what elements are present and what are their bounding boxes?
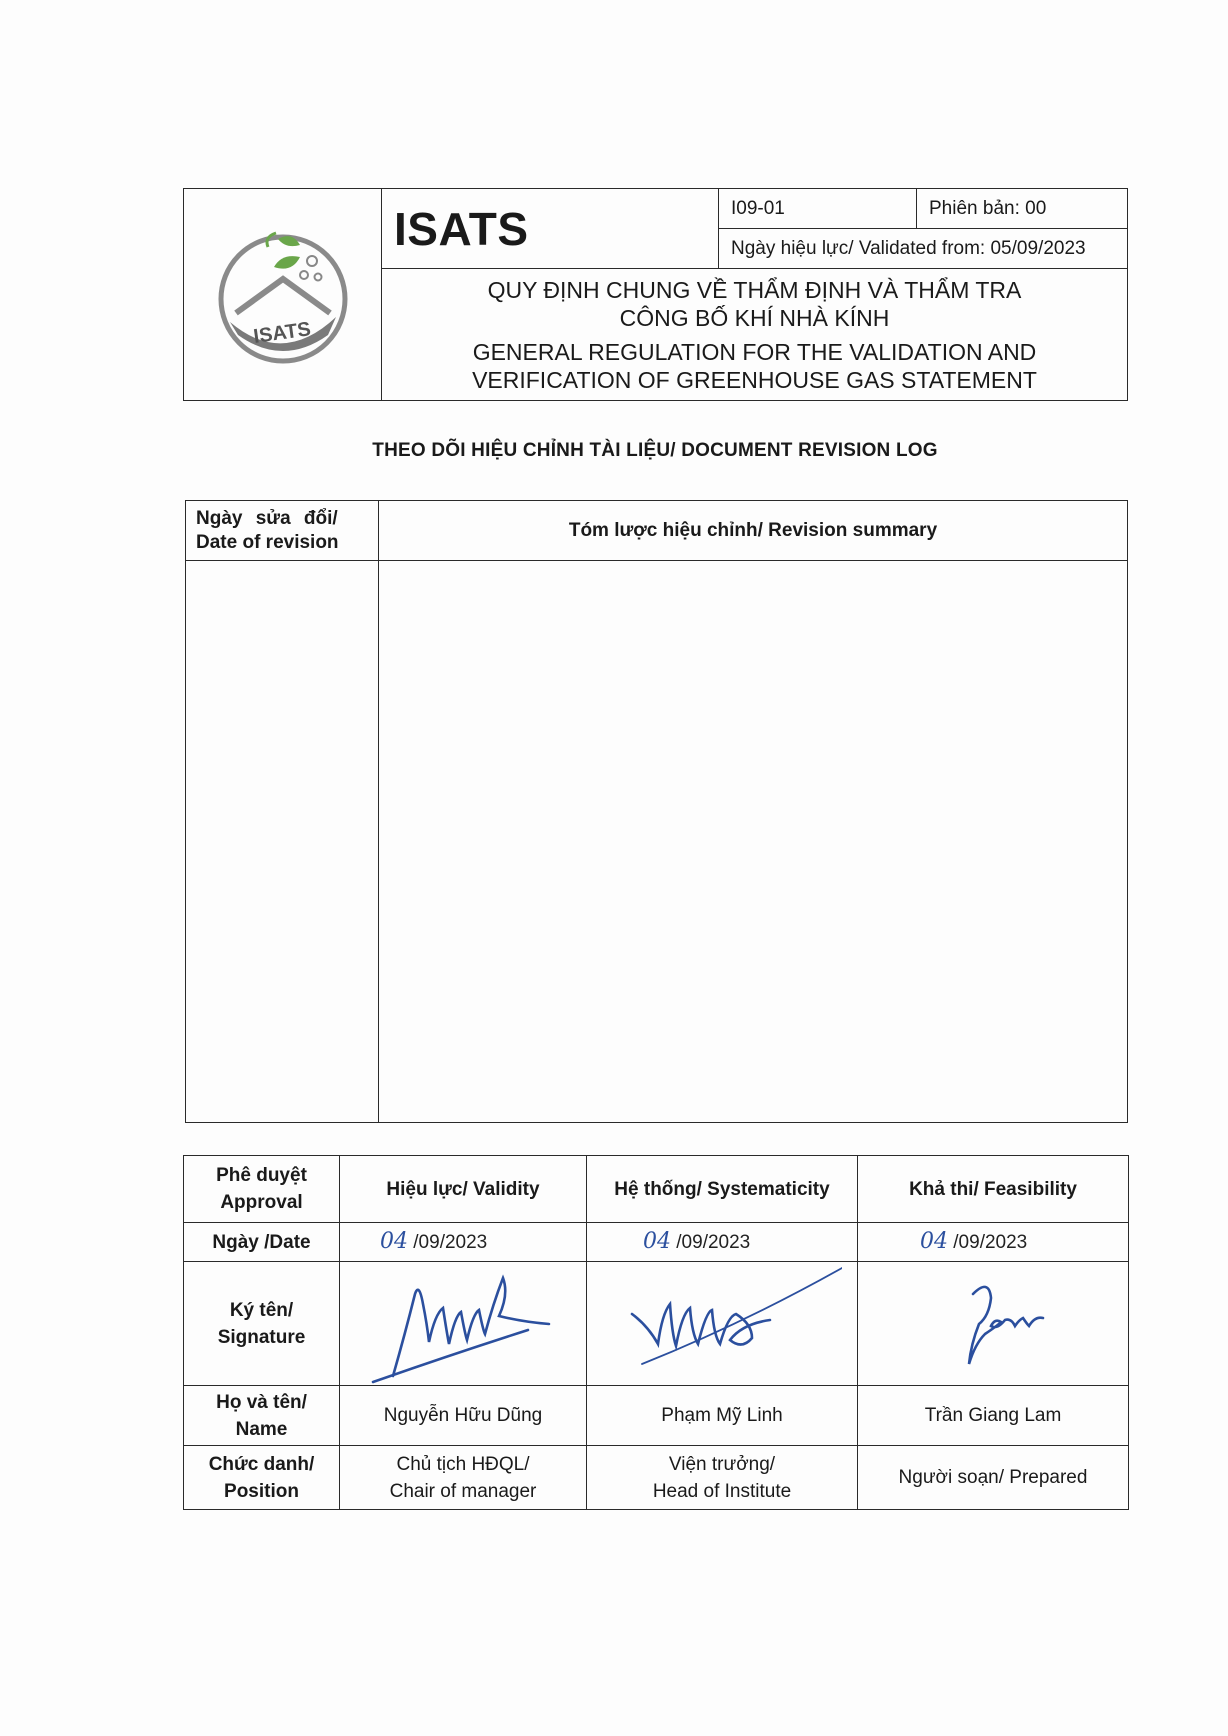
handwritten-day: 04 (380, 1229, 408, 1254)
signature-label-line-1: Ký tên/ (229, 1299, 294, 1321)
column-date-line-2: Date of revision (196, 531, 339, 553)
handwritten-signature-3 (893, 1264, 1093, 1384)
column-validity: Hiệu lực/ Validity (340, 1156, 587, 1223)
approval-label (184, 1156, 340, 1223)
name-label (184, 1386, 340, 1446)
revision-log-header-row (186, 501, 1128, 561)
logo-text: ISATS (251, 318, 312, 348)
position-label-line-1: Chức danh/ (208, 1453, 315, 1475)
approval-label-line-1: Phê duyệt (216, 1165, 307, 1186)
column-feasibility: Khả thi/ Feasibility (858, 1156, 1129, 1223)
handwritten-day: 04 (920, 1229, 948, 1254)
logo-cell (184, 189, 382, 401)
signature-feasibility (858, 1262, 1129, 1386)
position-line-1: Người soạn/ Prepared (898, 1467, 1088, 1488)
position-line-2: Chair of manager (389, 1480, 537, 1502)
approval-header-row (184, 1156, 1129, 1223)
revision-date-cell (186, 561, 379, 1123)
brand-name: ISATS (382, 189, 719, 269)
validated-from: Ngày hiệu lực/ Validated from: 05/09/2023 (719, 229, 1128, 269)
document-code: I09-01 (719, 189, 917, 229)
position-label (184, 1446, 340, 1510)
handwritten-signature-2 (602, 1264, 842, 1384)
revision-log-title: THEO DÕI HIỆU CHỈNH TÀI LIỆU/ DOCUMENT REVISION LOG (372, 440, 938, 461)
column-date-of-revision (186, 501, 379, 561)
handwritten-day: 04 (643, 1229, 671, 1254)
position-systematicity (587, 1446, 858, 1510)
position-line-2: Head of Institute (652, 1480, 792, 1502)
column-systematicity: Hệ thống/ Systematicity (587, 1156, 858, 1223)
signature-label (184, 1262, 340, 1386)
title-vn-line-2: CÔNG BỐ KHÍ NHÀ KÍNH (619, 304, 890, 331)
position-line-1: Chủ tịch HĐQL/ (396, 1453, 530, 1475)
approval-table (183, 1155, 1129, 1510)
name-validity: Nguyễn Hữu Dũng (340, 1386, 587, 1446)
date-systematicity (587, 1223, 858, 1262)
name-row (184, 1386, 1129, 1446)
name-systematicity: Phạm Mỹ Linh (587, 1386, 858, 1446)
date-validity (340, 1223, 587, 1262)
title-vn-line-1: QUY ĐỊNH CHUNG VỀ THẨM ĐỊNH VÀ THẨM TRA (487, 276, 1022, 303)
position-label-line-2: Position (224, 1480, 299, 1502)
position-validity (340, 1446, 587, 1510)
isats-logo (208, 217, 358, 367)
position-line-1: Viện trưởng/ (668, 1453, 776, 1475)
signature-row (184, 1262, 1129, 1386)
column-date-line-1: Ngày sửa đổi/ (196, 507, 338, 529)
date-row (184, 1223, 1129, 1262)
handwritten-signature-1 (353, 1264, 573, 1384)
title-en-line-1: GENERAL REGULATION FOR THE VALIDATION AND (472, 338, 1037, 365)
column-revision-summary: Tóm lược hiệu chỉnh/ Revision summary (379, 501, 1128, 561)
revision-log-table (185, 500, 1128, 1123)
version-number: Phiên bản: 00 (917, 189, 1128, 229)
signature-systematicity (587, 1262, 858, 1386)
printed-month-year: /09/2023 (948, 1232, 1028, 1253)
revision-summary-cell (379, 561, 1128, 1123)
position-feasibility (858, 1446, 1129, 1510)
printed-month-year: /09/2023 (671, 1232, 751, 1253)
date-feasibility (858, 1223, 1129, 1262)
revision-log-empty-row (186, 561, 1128, 1123)
date-label: Ngày /Date (184, 1223, 340, 1262)
position-row (184, 1446, 1129, 1510)
name-label-line-2: Name (235, 1418, 288, 1440)
document-header (183, 188, 1128, 401)
signature-label-line-2: Signature (217, 1326, 306, 1348)
signature-validity (340, 1262, 587, 1386)
title-en-line-2: VERIFICATION OF GREENHOUSE GAS STATEMENT (472, 366, 1037, 393)
document-title (382, 269, 1128, 401)
printed-month-year: /09/2023 (408, 1232, 488, 1253)
name-label-line-1: Họ và tên/ (216, 1391, 307, 1413)
name-feasibility: Trần Giang Lam (858, 1386, 1129, 1446)
approval-label-line-2: Approval (220, 1192, 303, 1213)
